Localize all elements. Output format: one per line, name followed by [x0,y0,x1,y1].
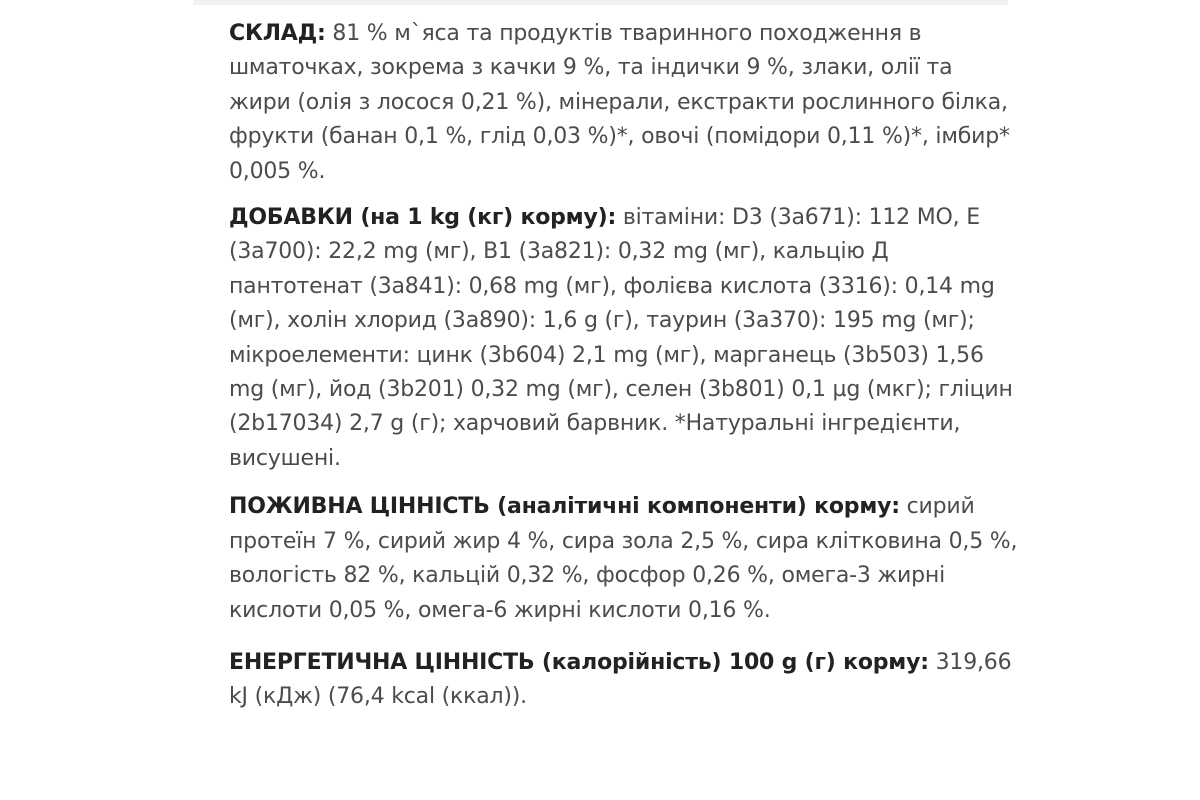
additives-heading: ДОБАВКИ (на 1 kg (кг) корму): [229,205,617,231]
top-border [193,0,1008,5]
composition-section [229,17,1019,189]
energy-value-text: 319,66 kJ (кДж) (76,4 kcal (ккал)). [229,649,1012,710]
nutritional-value-heading: ПОЖИВНА ЦІННІСТЬ (аналітичні компоненти) корму: [229,494,900,520]
composition-text: 81 % м`яса та продуктів тваринного походження в шматочках, зокрема з качки 9 %, та індички 9 %, злаки, олії та жири (олія з лосося 0,21 %), мінерали, екстракти рослинного білка, фрукти (банан 0,1 %, глід 0,03 %)*, овочі (помідори 0,11 %)*, імбир* 0,005 %. [229,21,1010,184]
additives-text: вітаміни: D3 (3a671): 112 МО, E (3a700): 22,2 mg (мг), B1 (3a821): 0,32 mg (мг), кальцію Д пантотенат (3a841): 0,68 mg (мг), фолієва кислота (3316): 0,14 mg (мг), холін хлорид (3a890): 1,6 g (г), таурин (3a370): 195 mg (мг); мікроелементи: цинк (3b604) 2,1 mg (мг), марганець (3b503) 1,56 mg (мг), йод (3b201) 0,32 mg (мг), селен (3b801) 0,1 µg (мкг); гліцин (2b17034) 2,7 g (г); харчовий барвник. *Натуральні інгредієнти, висушені. [229,205,1013,471]
additives-section [229,201,1019,476]
energy-value-heading: ЕНЕРГЕТИЧНА ЦІННІСТЬ (калорійність) 100 g (г) корму: [229,649,929,675]
nutritional-value-text: сирий протеїн 7 %, сирий жир 4 %, сира зола 2,5 %, сира клітковина 0,5 %, вологість 82 %, кальцій 0,32 %, фосфор 0,26 %, омега-3 жирні кислоти 0,05 %, омега-6 жирні кислоти 0,16 %. [229,494,1018,623]
energy-value-section [229,646,1019,715]
nutritional-value-section [229,490,1019,628]
composition-heading: СКЛАД: [229,21,326,46]
ingredients-text-block [229,17,1019,715]
